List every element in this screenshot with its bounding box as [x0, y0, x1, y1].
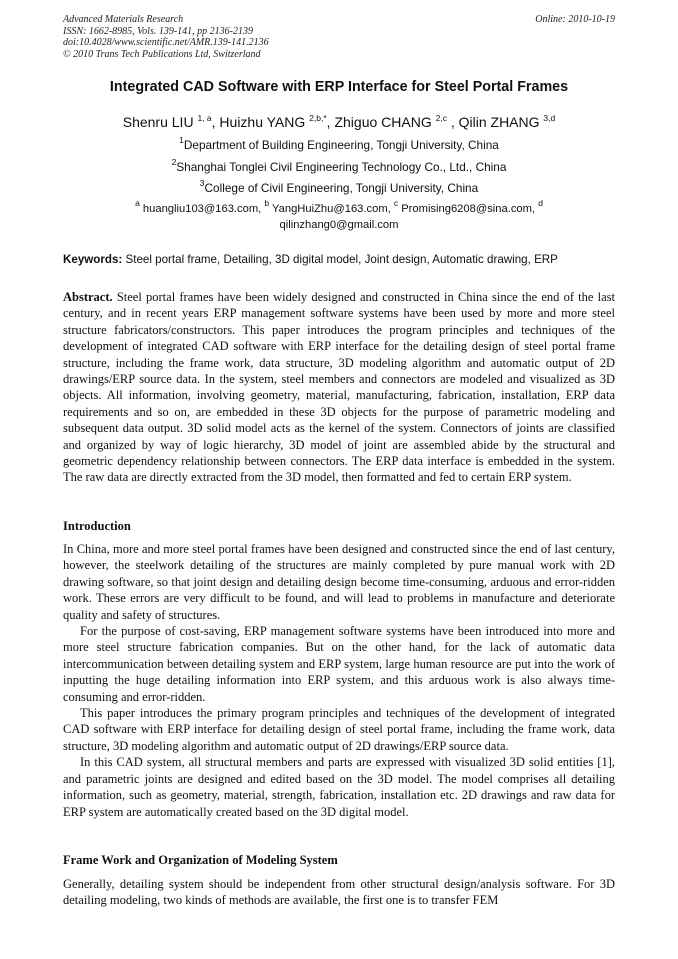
author-sup: 2,c	[435, 113, 447, 123]
keywords-label: Keywords:	[63, 253, 123, 266]
author-name: Huizhu YANG	[219, 114, 306, 130]
author-name: Shenru LIU	[122, 114, 194, 130]
author-list	[0, 114, 678, 130]
email-sup: a	[135, 198, 140, 208]
keywords-text: Steel portal frame, Detailing, 3D digital model, Joint design, Automatic drawing, ERP	[122, 253, 558, 266]
introduction-body	[63, 541, 615, 820]
paper-title: Integrated CAD Software with ERP Interface for Steel Portal Frames	[109, 79, 569, 95]
author-sep: ,	[326, 114, 335, 130]
author-sep: ,	[211, 114, 220, 130]
email-sup: b	[264, 198, 270, 208]
abstract	[63, 289, 615, 486]
section-heading-introduction: Introduction	[63, 519, 131, 533]
affiliation-sup: 1	[179, 135, 184, 145]
affiliation	[0, 178, 678, 195]
email-address: YangHuiZhu@163.com,	[269, 203, 394, 215]
author-name: Zhiguo CHANG	[334, 114, 432, 130]
online-date: Online: 2010-10-19	[535, 14, 615, 25]
author-name: Qilin ZHANG	[458, 114, 540, 130]
email-address: Promising6208@sina.com,	[398, 203, 539, 215]
journal-doi: doi:10.4028/www.scientific.net/AMR.139-141.2136	[63, 37, 269, 49]
author-sup: 2,b,*	[309, 113, 327, 123]
email-address: huangliu103@163.com,	[139, 203, 265, 215]
abstract-text: Steel portal frames have been widely designed and constructed in China since the end of the last century, and in recent years ERP management software systems have been used by more and more steel structure fabricators/constructors. This paper introduces the program principles and techniques of the development of integrated CAD software with ERP interface for the detailing design of steel portal frame structure, including the frame work, data structure, 3D modeling algorithm and automatic output of 2D drawings/ERP source data. In the system, steel members and connectors are modeled and visualized as 3D objects. All information, involving geometry, material, manufacturing, fabrication, installation, ERP data requirements and so on, are embedded in these 3D objects for the purpose of parametric modeling and subsequent data output. 3D solid model acts as the kernel of the system. Connectors of joints are classified and organized by way of logic hierarchy, 3D model of joint are assembled abide by the structural and geometric dependency relationship between connectors. The ERP data interface is embedded in the system. The raw data are directly extracted from the 3D model, then formatted and fed to certain ERP system.	[63, 290, 615, 485]
email-address: qilinzhang0@gmail.com	[279, 219, 399, 231]
affiliation-sup: 3	[199, 178, 205, 188]
email-line	[0, 219, 678, 231]
affiliation-text: Department of Building Engineering, Tongji University, China	[183, 138, 499, 152]
affiliation	[0, 135, 678, 152]
affiliation	[0, 157, 678, 174]
journal-copyright: © 2010 Trans Tech Publications Ltd, Switzerland	[63, 48, 261, 60]
affiliation-text: Shanghai Tonglei Civil Engineering Technology Co., Ltd., China	[176, 160, 507, 174]
affiliation-sup: 2	[171, 157, 177, 167]
framework-body	[63, 876, 615, 909]
paragraph: For the purpose of cost-saving, ERP management software systems have been introduced into more and more steel structure fabrication companies. But on the other hand, for the lack of automatic data intercommunication between detailing system and ERP system, large human resource are put into the work of inputting the huge detailing information into ERP system, and this arduous work is also always time-consuming and error-ridden.	[63, 624, 615, 704]
author-sup: 3,d	[543, 113, 556, 123]
journal-name: Advanced Materials Research	[63, 14, 184, 25]
journal-issn: ISSN: 1662-8985, Vols. 139-141, pp 2136-2139	[63, 25, 253, 37]
paragraph: In this CAD system, all structural members and parts are expressed with visualized 3D solid entities [1], and parametric joints are designed and edited based on the 3D model. The model comprises all detailing information, such as geometry, material, strength, fabrication, installation etc. 2D drawings and raw data for ERP system are automatically created based on the 3D digital model.	[63, 755, 615, 819]
email-sup: d	[538, 198, 543, 208]
journal-header	[63, 14, 269, 60]
author-sep: ,	[446, 114, 459, 130]
paragraph: Generally, detailing system should be independent from other structural design/analysis software. For 3D detailing modeling, two kinds of methods are available, the first one is to transfer FEM	[63, 877, 615, 908]
abstract-label: Abstract.	[63, 290, 113, 304]
email-sup: c	[393, 198, 399, 208]
section-heading-framework: Frame Work and Organization of Modeling System	[63, 853, 338, 867]
email-line	[0, 198, 678, 215]
author-sup: 1, a	[197, 113, 212, 123]
keywords	[63, 253, 615, 266]
affiliation-text: College of Civil Engineering, Tongji University, China	[204, 181, 479, 195]
paragraph: This paper introduces the primary program principles and techniques of the development of integrated CAD software with ERP interface for detailing design of steel portal frame, including the frame work, data structure, 3D modeling algorithm and automatic output of 2D drawings/ERP source data.	[63, 706, 615, 753]
paragraph: In China, more and more steel portal frames have been designed and constructed since the end of last century, however, the steelwork detailing of the structures are mainly completed by pure manual work with 2D drawing software, so that joint design and detailing design become time-consuming, arduous and error-ridden work. These errors are very difficult to be found, and will lead to problems in manufacture and deteriorate quality and safety of structures.	[63, 542, 615, 622]
